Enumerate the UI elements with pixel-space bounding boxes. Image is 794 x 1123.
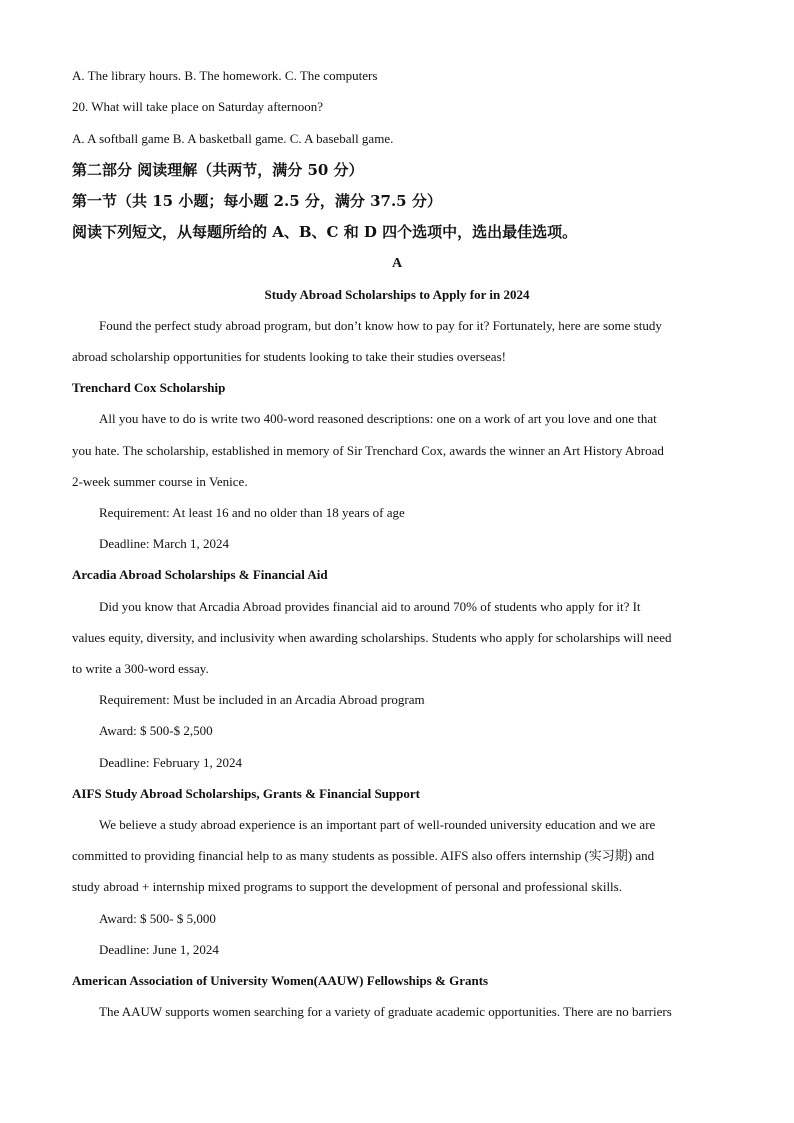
- passage-title: Study Abroad Scholarships to Apply for in 2024: [264, 287, 530, 302]
- intro-line-1: Found the perfect study abroad program, but don’t know how to pay for it? Fortunately, here are some study: [99, 318, 662, 333]
- aifs-line-1: We believe a study abroad experience is an important part of well-rounded university education and we are: [99, 817, 656, 832]
- arcadia-line-1: Did you know that Arcadia Abroad provides financial aid to around 70% of students who apply for it? It: [99, 599, 641, 614]
- arcadia-requirement: Requirement: Must be included in an Arcadia Abroad program: [99, 692, 425, 707]
- arcadia-line-2: values equity, diversity, and inclusivity when awarding scholarships. Students who apply for scholarships will need: [72, 630, 672, 645]
- aifs-line-3: study abroad + internship mixed programs to support the development of personal and professional skills.: [72, 879, 622, 894]
- trenchard-heading: Trenchard Cox Scholarship: [72, 380, 226, 395]
- aifs-award: Award: $ 500- $ 5,000: [99, 911, 216, 926]
- intro-line-2: abroad scholarship opportunities for students looking to take their studies overseas!: [72, 349, 506, 364]
- q20-options: A. A softball game B. A basketball game. C. A baseball game.: [72, 131, 394, 146]
- passage-letter: A: [391, 256, 403, 271]
- aifs-deadline: Deadline: June 1, 2024: [99, 942, 219, 957]
- arcadia-heading: Arcadia Abroad Scholarships & Financial Aid: [72, 567, 328, 582]
- q20-question: 20. What will take place on Saturday afternoon?: [72, 99, 324, 114]
- aauw-line-1: The AAUW supports women searching for a variety of graduate academic opportunities. There are no barriers: [99, 1004, 672, 1019]
- trenchard-deadline: Deadline: March 1, 2024: [99, 536, 229, 551]
- arcadia-award: Award: $ 500-$ 2,500: [99, 723, 213, 738]
- q19-options: A. The library hours. B. The homework. C. The computers: [72, 68, 378, 83]
- trenchard-line-2: you hate. The scholarship, established in memory of Sir Trenchard Cox, awards the winner an Art History Abroad: [72, 443, 664, 458]
- aauw-heading: American Association of University Women(AAUW) Fellowships & Grants: [72, 973, 489, 988]
- arcadia-deadline: Deadline: February 1, 2024: [99, 755, 242, 770]
- section1-header: 第一节（共 15 小题；每小题 2.5 分，满分 37.5 分）: [72, 192, 442, 210]
- trenchard-requirement: Requirement: At least 16 and no older than 18 years of age: [99, 505, 405, 520]
- trenchard-line-3: 2-week summer course in Venice.: [72, 474, 248, 489]
- arcadia-line-3: to write a 300-word essay.: [72, 661, 209, 676]
- aifs-heading: AIFS Study Abroad Scholarships, Grants & Financial Support: [72, 786, 420, 801]
- instruction-header: 阅读下列短文，从每题所给的 A、B、C 和 D 四个选项中，选出最佳选项。: [72, 223, 578, 241]
- part2-header: 第二部分 阅读理解（共两节，满分 50 分）: [72, 161, 364, 179]
- aifs-line-2: committed to providing financial help to as many students as possible. AIFS also offers internship (实习期) and: [72, 848, 655, 863]
- trenchard-line-1: All you have to do is write two 400-word reasoned descriptions: one on a work of art you love and one that: [99, 411, 657, 426]
